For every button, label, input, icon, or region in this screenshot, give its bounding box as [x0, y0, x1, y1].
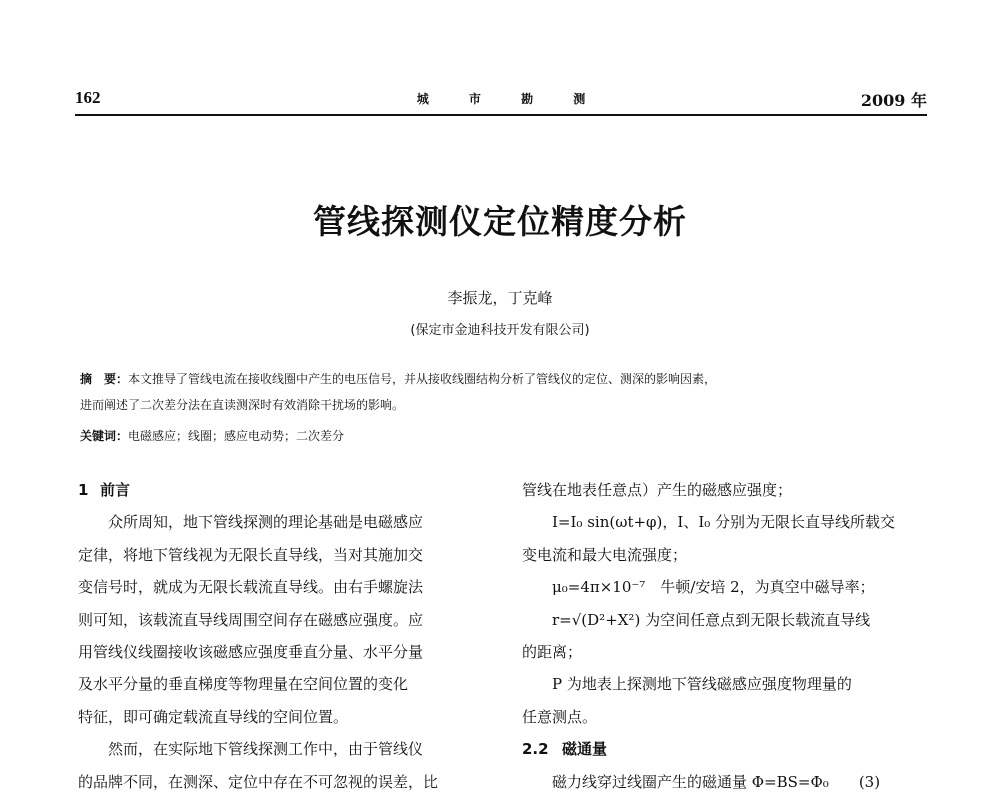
keywords-label: 关键词： [80, 429, 129, 443]
keywords-text: 电磁感应；线圈；感应电动势；二次差分 [128, 429, 345, 443]
paragraph-line: 特征，即可确定载流直导线的空间位置。 [78, 707, 349, 726]
abstract-label: 摘 要： [80, 372, 129, 386]
publication-year: 2009 年 [860, 91, 927, 110]
paragraph-line: 然而，在实际地下管线探测工作中，由于管线仪 [108, 740, 424, 759]
keywords [80, 427, 344, 444]
left-column [78, 474, 488, 798]
paragraph-line: P 为地表上探测地下管线磁感应强度物理量的 [552, 675, 852, 694]
formula-line: r=√(D²+X²) 为空间任意点到无限长载流直导线 [552, 610, 871, 629]
paragraph-line: 变电流和最大电流强度； [522, 545, 688, 564]
abstract [80, 366, 920, 418]
journal-name: 城 市 勘 测 [416, 92, 604, 106]
paragraph-line: 定律，将地下管线视为无限长直导线，当对其施加交 [78, 545, 424, 564]
paragraph-line: 磁力线穿过线圈产生的磁通量 Φ=BS=Φ₀ (3) [552, 772, 881, 791]
paragraph-line: 则可知，该载流直导线周围空间存在磁感应强度。应 [78, 610, 424, 629]
abstract-line-1: 摘 要：本文推导了管线电流在接收线圈中产生的电压信号，并从接收线圈结构分析了管线仪的定位、测深的影响因素， [80, 372, 717, 386]
page-number: 162 [75, 88, 101, 107]
paragraph-line: 用管线仪线圈接收该磁感应强度垂直分量、水平分量 [78, 643, 424, 662]
paragraph-line: 的距离； [522, 643, 583, 662]
paper-title: 管线探测仪定位精度分析 [313, 202, 687, 241]
paragraph-line: 变信号时，就成为无限长载流直导线。由右手螺旋法 [78, 578, 424, 597]
right-column [522, 474, 932, 798]
paragraph-line: 管线在地表任意点）产生的磁感应强度； [522, 481, 793, 499]
authors: 李振龙，丁克峰 [447, 289, 553, 307]
paragraph-line: 众所周知，地下管线探测的理论基础是电磁感应 [108, 513, 424, 532]
paragraph-line: 的品牌不同，在测深、定位中存在不可忽视的误差，比 [78, 772, 439, 791]
paragraph-line: 任意测点。 [522, 707, 598, 726]
subsection-heading: 2.2 磁通量 [522, 740, 608, 759]
abstract-line-2: 进而阐述了二次差分法在直读测深时有效消除干扰场的影响。 [80, 398, 405, 412]
formula-line: I=I₀ sin(ωt+φ)，I、I₀ 分别为无限长直导线所载交 [552, 513, 896, 532]
formula-line: μ₀=4π×10⁻⁷ 牛顿/安培 2，为真空中磁导率； [552, 578, 875, 597]
header-rule [75, 114, 927, 116]
section-heading: 1 前言 [78, 481, 131, 499]
paragraph-line: 及水平分量的垂直梯度等物理量在空间位置的变化 [78, 675, 409, 694]
running-header [75, 88, 927, 112]
affiliation: (保定市金迪科技开发有限公司) [410, 323, 590, 338]
